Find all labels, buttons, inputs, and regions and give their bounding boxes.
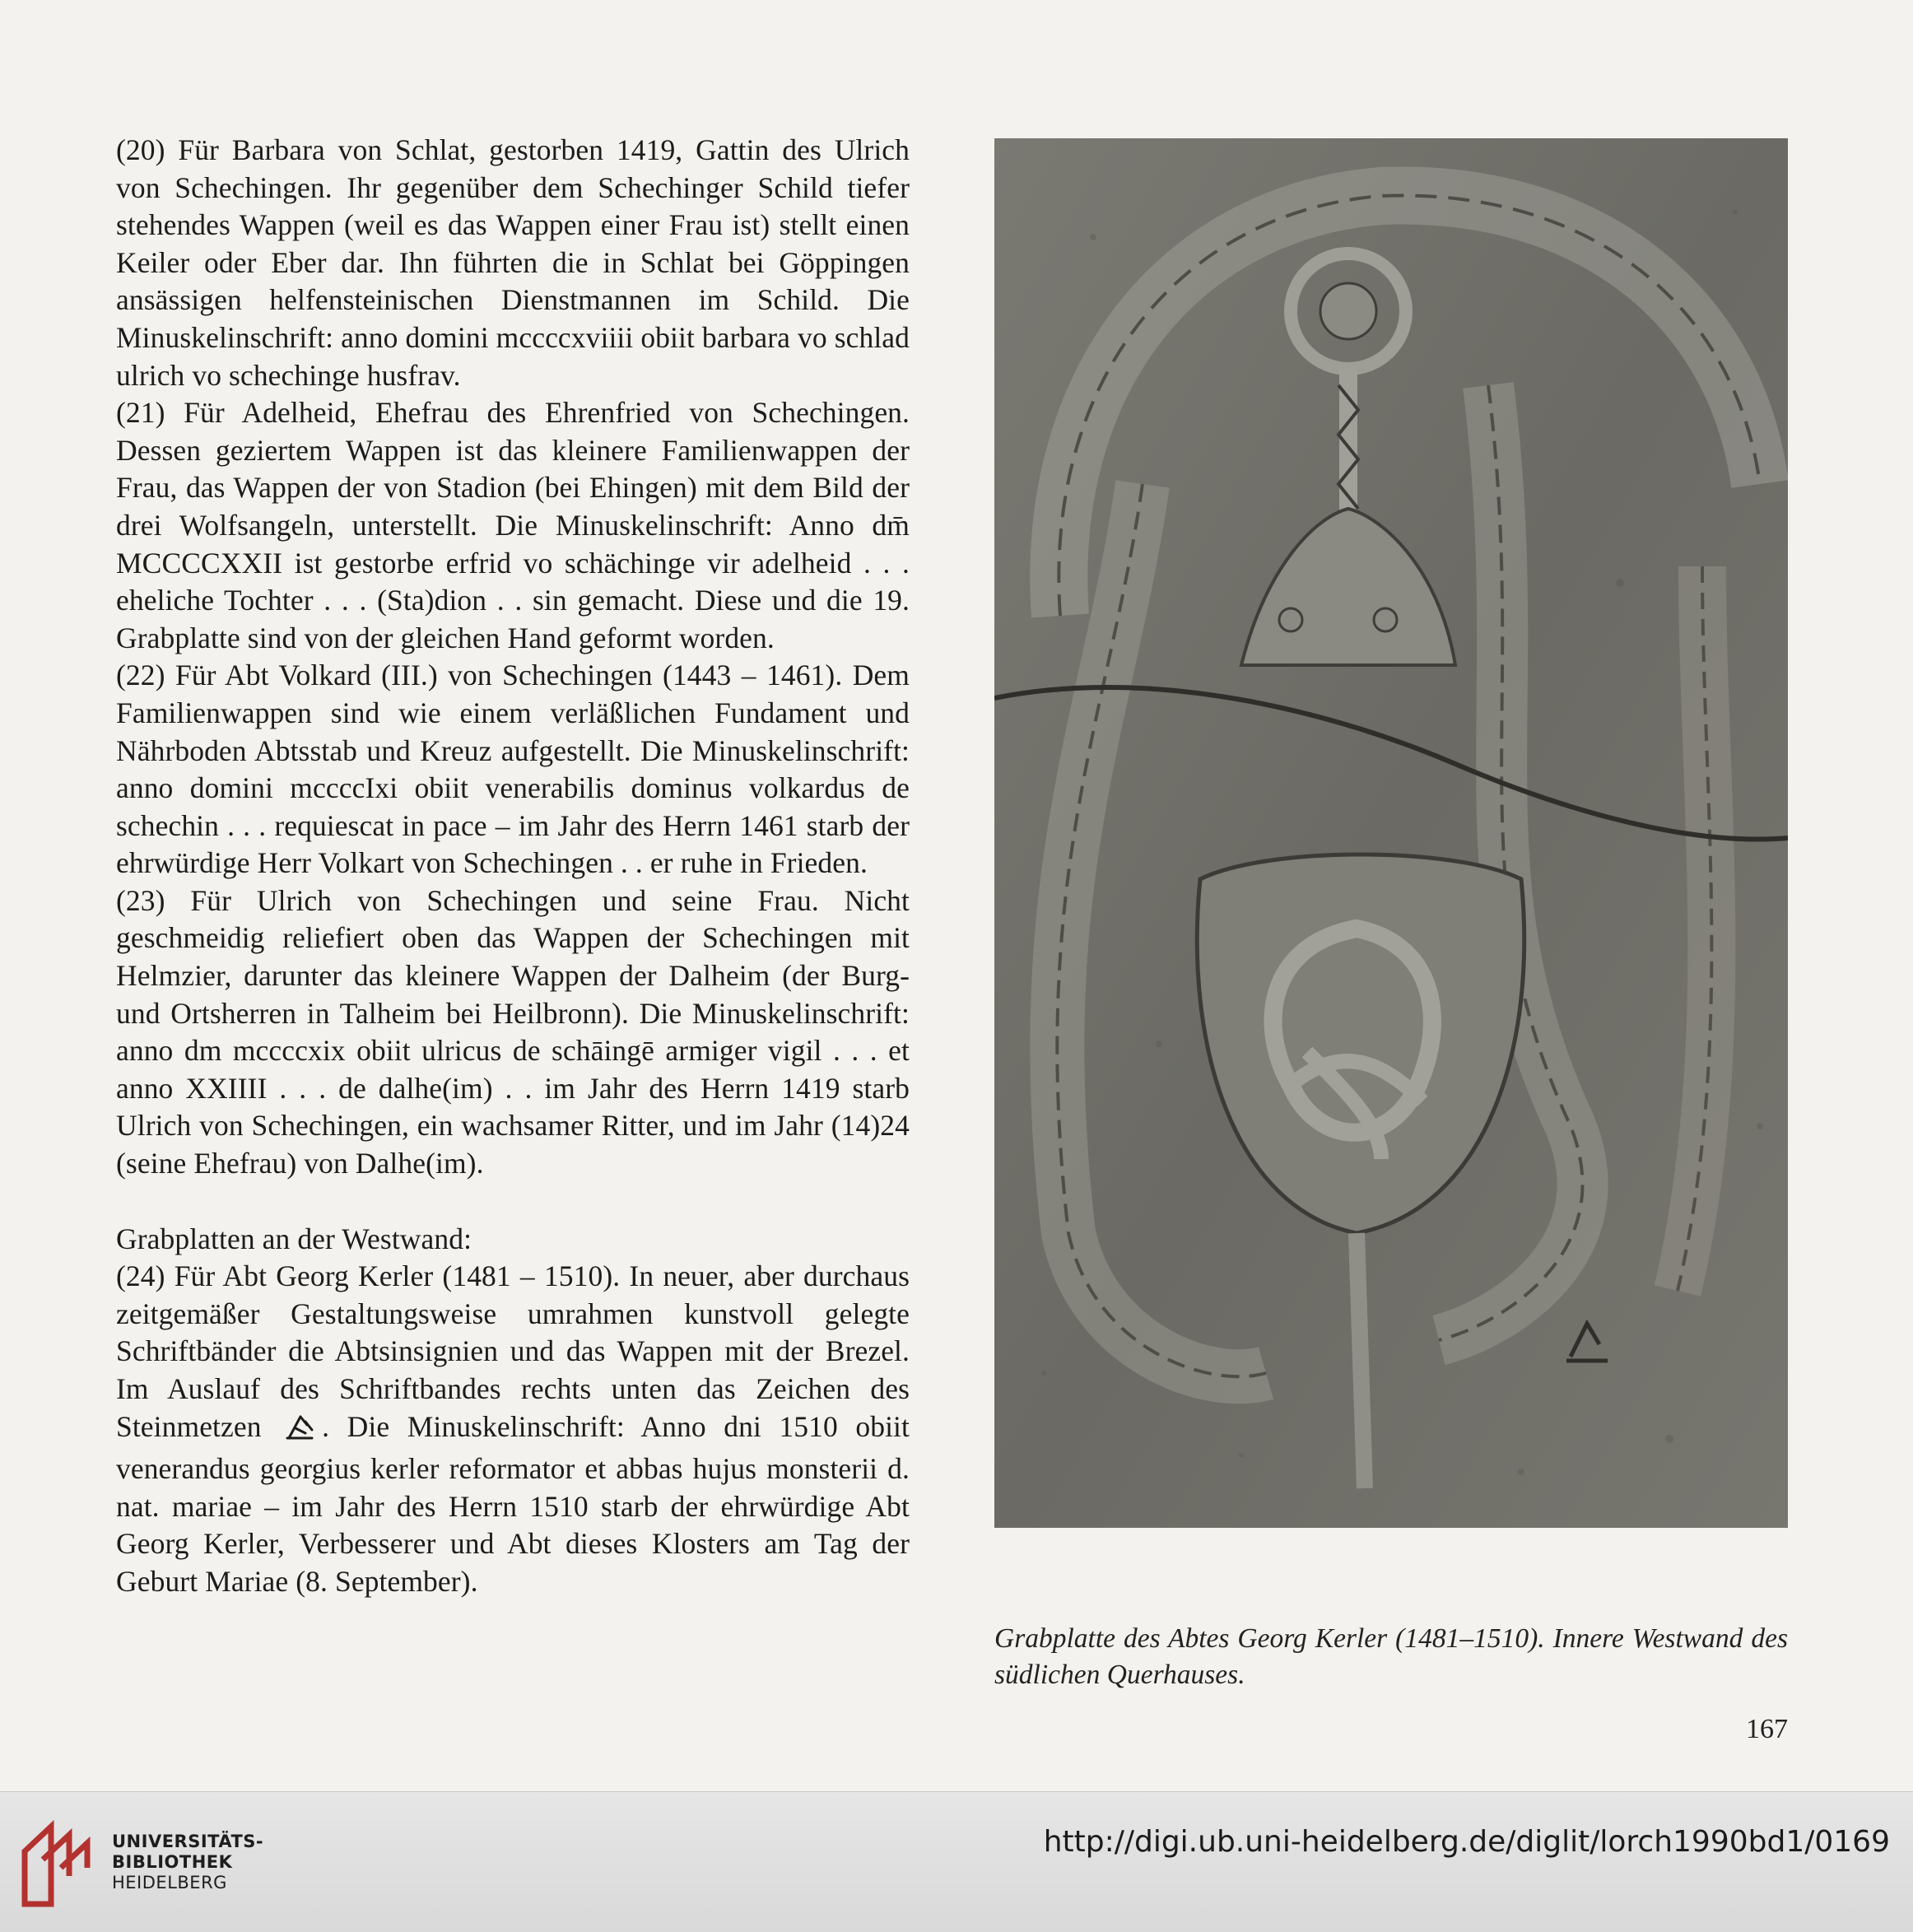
entry-21-paragraph: (21) Für Adelheid, Ehefrau des Ehrenfried von Schechingen. Dessen geziertem Wappen ist das kleinere Familienwappen der Frau, das Wappen der von Stadion (bei Ehingen) mit dem Bild der drei Wolfsangeln, unterstellt. Die Minuskelinschrift: Anno dm̄ MCCCCXXII ist gestorbe erfrid vo schächinge vir adelheid . . . eheliche Tochter . . . (Sta)dion . . sin gemacht. Diese und die 19. Grabplatte sind von der gleichen Hand geformt worden. <box>116 396 910 654</box>
library-name-line-1: UNIVERSITÄTS- <box>112 1832 264 1851</box>
permalink-url[interactable]: http://digi.ub.uni-heidelberg.de/diglit/lorch1990bd1/0169 <box>1043 1825 1890 1859</box>
entry-24-text-end: . Die Minuskelinschrift: Anno dni 1510 obiit venerandus georgius kerler reformator et abbas hujus monsterii d. nat. mariae – im Jahr des Herrn 1510 starb der ehrwürdige Abt Georg Kerler, Verbesserer und Abt dieses Klosters am Tag der Geburt Mariae (8. September). <box>116 1409 910 1598</box>
library-name-line-2: BIBLIOTHEK <box>112 1852 233 1872</box>
entry-20-paragraph: (20) Für Barbara von Schlat, gestorben 1419, Gattin des Ulrich von Schechingen. Ihr gegenüber dem Schechinger Schild tiefer stehendes Wappen (weil es das Wappen einer Frau ist) stellt einen Keiler oder Eber dar. Ihn führten die in Schlat bei Göppingen ansässigen helfensteinischen Dienstmannen im Schild. Die Minuskelinschrift: anno domini mccccxviiii obiit barbara vo schlad ulrich vo schechinge husfrav. <box>116 133 910 392</box>
entry-24-text-start: (24) Für Abt Georg Kerler (1481 – 1510). In neuer, aber durchaus zeitgemäßer Gestaltungsweise umrahmen kunstvoll gelegte Schriftbänder die Abtsinsignien und das Wappen mit der Brezel. Im Auslauf des Schriftbandes rechts unten das Zeichen des Steinmetzen <box>116 1259 910 1443</box>
library-name <box>112 1832 263 1893</box>
entry-23-paragraph: (23) Für Ulrich von Schechingen und seine Frau. Nicht geschmeidig reliefiert oben das Wappen der Schechingen mit Helmzier, darunter das kleinere Wappen der Dalheim (der Burg- und Ortsherren in Talheim bei Heilbronn). Die Minuskelinschrift: anno dm mccccxix obiit ulricus de schāingē armiger vigil . . . et anno XXIIII . . . de dalhe(im) . . im Jahr des Herrn 1419 starb Ulrich von Schechingen, ein wachsamer Ritter, und im Jahr (14)24 (seine Ehefrau) von Dalhe(im). <box>116 883 910 1180</box>
university-library-logo-icon[interactable] <box>18 1818 100 1911</box>
westwand-heading: Grabplatten an der Westwand: <box>116 1222 472 1255</box>
tombstone-photograph <box>994 138 1788 1528</box>
figure-caption: Grabplatte des Abtes Georg Kerler (1481–1510). Innere Westwand des südlichen Querhauses. <box>994 1622 1788 1690</box>
library-footer-bar <box>0 1791 1913 1932</box>
library-name-line-3: HEIDELBERG <box>112 1873 227 1892</box>
page-number: 167 <box>1746 1714 1788 1744</box>
main-text-column <box>116 132 910 1601</box>
entry-24-paragraph <box>116 1258 910 1600</box>
tombstone-relief-image <box>994 138 1788 1528</box>
paragraph-spacer <box>116 1183 910 1221</box>
stonemason-mark-icon <box>284 1413 317 1451</box>
entry-22-paragraph: (22) Für Abt Volkard (III.) von Schechingen (1443 – 1461). Dem Familienwappen sind wie einem verläßlichen Fundament und Nährboden Abtsstab und Kreuz aufgestellt. Die Minuskelinschrift: anno domini mccccIxi obiit venerabilis dominus volkardus de schechin . . . requiescat in pace – im Jahr des Herrn 1461 starb der ehrwürdige Herr Volkart von Schechingen . . er ruhe in Frieden. <box>116 659 910 880</box>
